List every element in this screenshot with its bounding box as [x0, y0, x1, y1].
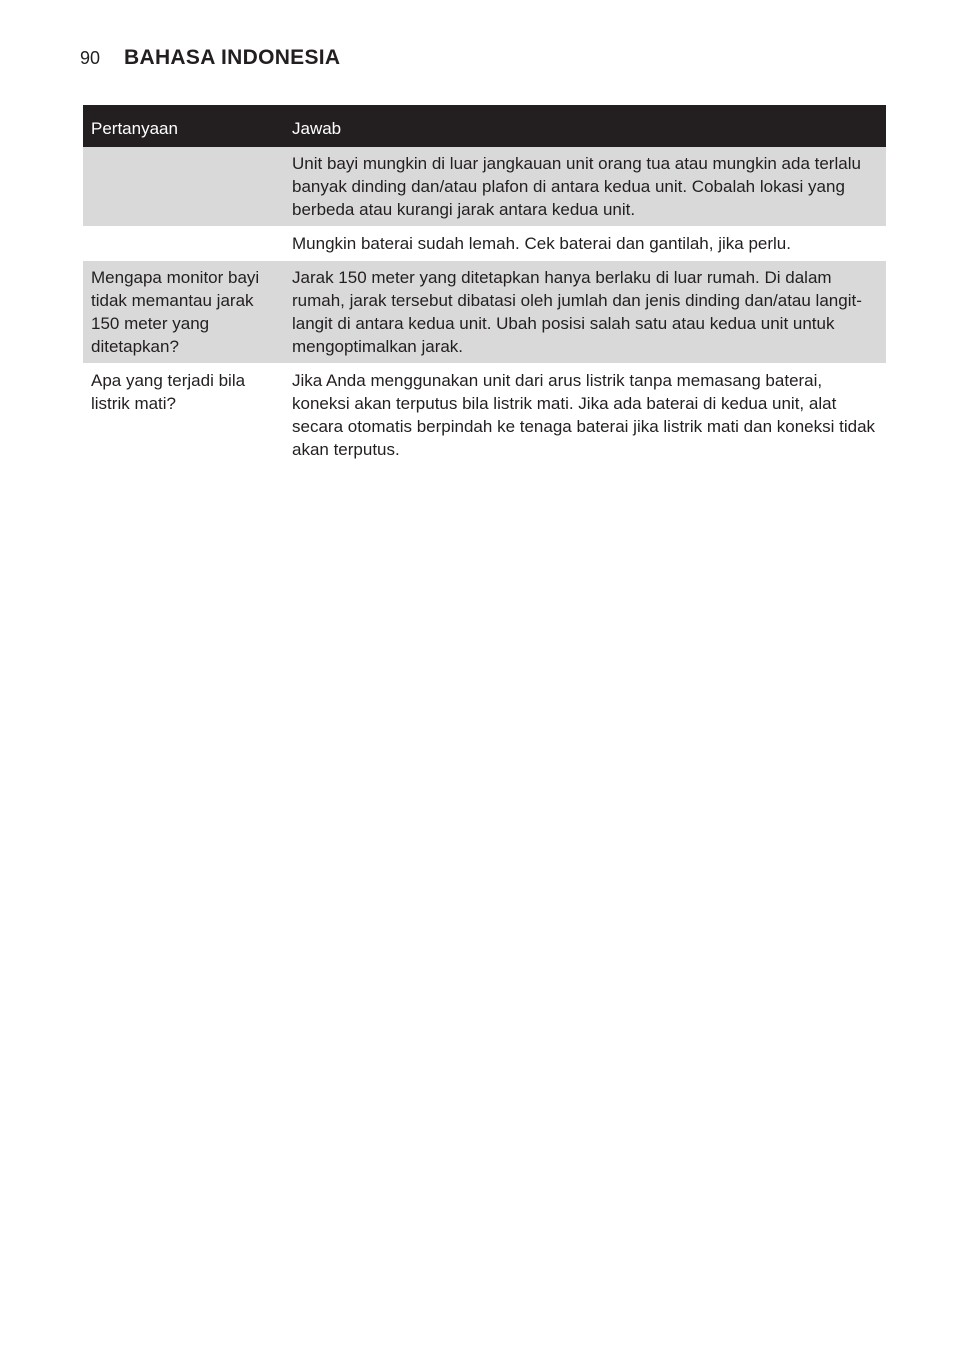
answer-cell: Jarak 150 meter yang ditetapkan hanya berlaku di luar rumah. Di dalam rumah, jarak tersebut dibatasi oleh jumlah dan jenis dinding dan/atau langit-langit di antara kedua unit. Ubah posisi salah satu atau kedua unit untuk mengoptimalkan jarak. — [284, 261, 886, 363]
column-header-question: Pertanyaan — [83, 105, 284, 147]
answer-cell: Mungkin baterai sudah lemah. Cek baterai dan gantilah, jika perlu. — [284, 226, 886, 261]
answer-cell: Jika Anda menggunakan unit dari arus listrik tanpa memasang baterai, koneksi akan terputus bila listrik mati. Jika ada baterai di kedua unit, alat secara otomatis berpindah ke tenaga baterai jika listrik mati dan koneksi tidak akan terputus. — [284, 363, 886, 467]
question-cell — [83, 147, 284, 226]
page-number: 90 — [80, 48, 101, 68]
table-header-row — [83, 105, 886, 147]
question-cell: Mengapa monitor bayi tidak memantau jarak 150 meter yang ditetapkan? — [83, 261, 284, 363]
table-row — [83, 226, 886, 261]
page-header — [80, 46, 340, 70]
table-row — [83, 261, 886, 363]
question-cell: Apa yang terjadi bila listrik mati? — [83, 363, 284, 467]
column-header-answer: Jawab — [284, 105, 886, 147]
table-row — [83, 363, 886, 467]
answer-cell: Unit bayi mungkin di luar jangkauan unit orang tua atau mungkin ada terlalu banyak dinding dan/atau plafon di antara kedua unit. Cobalah lokasi yang berbeda atau kurangi jarak antara kedua unit. — [284, 147, 886, 226]
section-title: BAHASA INDONESIA — [124, 46, 341, 69]
question-cell — [83, 226, 284, 261]
faq-table — [83, 105, 886, 467]
table-row — [83, 147, 886, 226]
